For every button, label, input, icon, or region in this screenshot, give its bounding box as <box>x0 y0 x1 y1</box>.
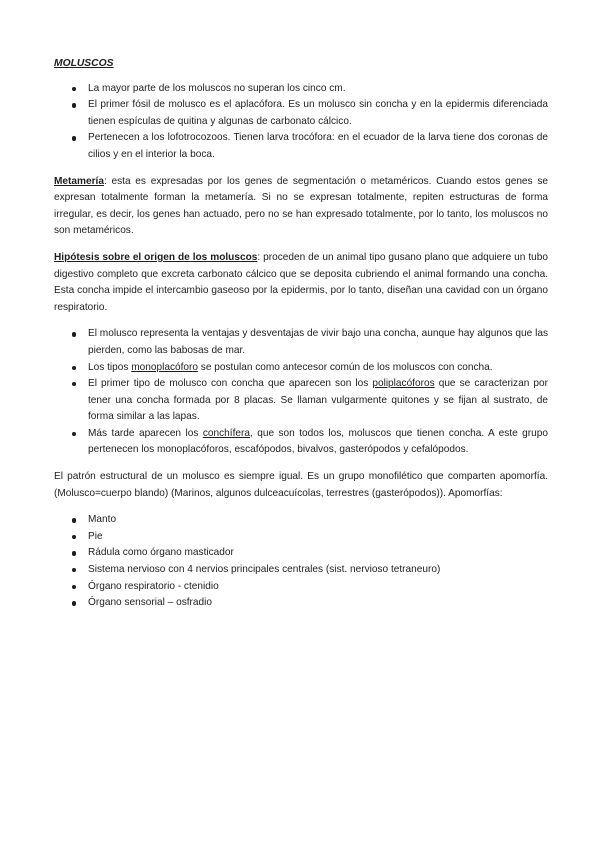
patron-paragraph: El patrón estructural de un molusco es siempre igual. Es un grupo monofilético que comparten apomorfía. (Molusco=cuerpo blando) (Marinos, algunos dulceacuícolas, terrestres (gasterópodos)). Apomorfías: <box>54 471 548 499</box>
list-item: La mayor parte de los moluscos no superan los cinco cm. <box>54 81 548 98</box>
list-item <box>54 376 548 426</box>
list-item-text: , que son todos los, moluscos que tienen concha. A este grupo pertenecen los monoplacóforos, escafópodos, bivalvos, gasterópodos y cefalópodos. <box>88 427 548 456</box>
list-item <box>54 426 548 459</box>
list-item: Sistema nervioso con 4 nervios principales centrales (sist. nervioso tetraneuro) <box>54 562 548 579</box>
list-item-text: Los tipos <box>88 361 132 373</box>
hipotesis-label: Hipótesis sobre el origen de los moluscos <box>54 251 258 263</box>
list-item: Pertenecen a los lofotrocozoos. Tienen larva trocófora: en el ecuador de la larva tiene dos coronas de cilios y en el interior la boca. <box>54 130 548 163</box>
metameria-text: : esta es expresadas por los genes de segmentación o metaméricos. Cuando estos genes se expresan totalmente forman la metamería. Si no se expresan totalmente, repiten estructuras de forma irregular, es decir, los genes han actuado, pero no se han expresado totalmente, por lo tanto, los moluscos no son metaméricos. <box>54 175 548 237</box>
list-item: Rádula como órgano masticador <box>54 545 548 562</box>
list-item-text: El primer tipo de molusco con concha que aparecen son los <box>88 378 373 390</box>
document-page <box>54 56 548 612</box>
hipotesis-paragraph <box>54 250 548 316</box>
apomorfias-list <box>54 512 548 612</box>
list-item: Pie <box>54 529 548 546</box>
list-item: El primer fósil de molusco es el aplacófora. Es un molusco sin concha y en la epidermis diferenciada tienen espículas de quitina y algunas de carbonato cálcico. <box>54 97 548 130</box>
list-item <box>54 360 548 377</box>
document-title: MOLUSCOS <box>54 58 114 69</box>
term-poliplacoforos: poliplacóforos <box>372 378 435 390</box>
list-item: Órgano respiratorio - ctenidio <box>54 579 548 596</box>
list-item-text: Más tarde aparecen los <box>88 427 203 439</box>
list-item: Órgano sensorial – osfradio <box>54 595 548 612</box>
term-monoplacoforo: monoplacóforo <box>131 361 198 373</box>
term-conchifera: conchífera <box>202 427 250 439</box>
hipotesis-text: : proceden de un animal tipo gusano plano que adquiere un tubo digestivo completo que excreta carbonato cálcico que se deposita cubriendo el animal formando una concha. Esta concha impide el intercambio gaseoso por la epidermis, por lo tanto, diseñan una cavidad con un órgano respiratorio. <box>54 251 548 313</box>
metameria-label: Metamería <box>54 175 104 187</box>
list-item-text: se postulan como antecesor común de los moluscos con concha. <box>198 361 493 373</box>
list-item: El molusco representa la ventajas y desventajas de vivir bajo una concha, aunque hay algunos que las pierden, como las babosas de mar. <box>54 326 548 359</box>
metameria-paragraph <box>54 174 548 240</box>
intro-bullet-list <box>54 81 548 164</box>
hipotesis-bullet-list <box>54 326 548 459</box>
list-item-text: que se caracterizan por tener una concha formada por 8 placas. Se llaman vulgarmente quitones y se fijan al sustrato, de forma similar a las lapas. <box>88 378 548 423</box>
list-item: Manto <box>54 512 548 529</box>
